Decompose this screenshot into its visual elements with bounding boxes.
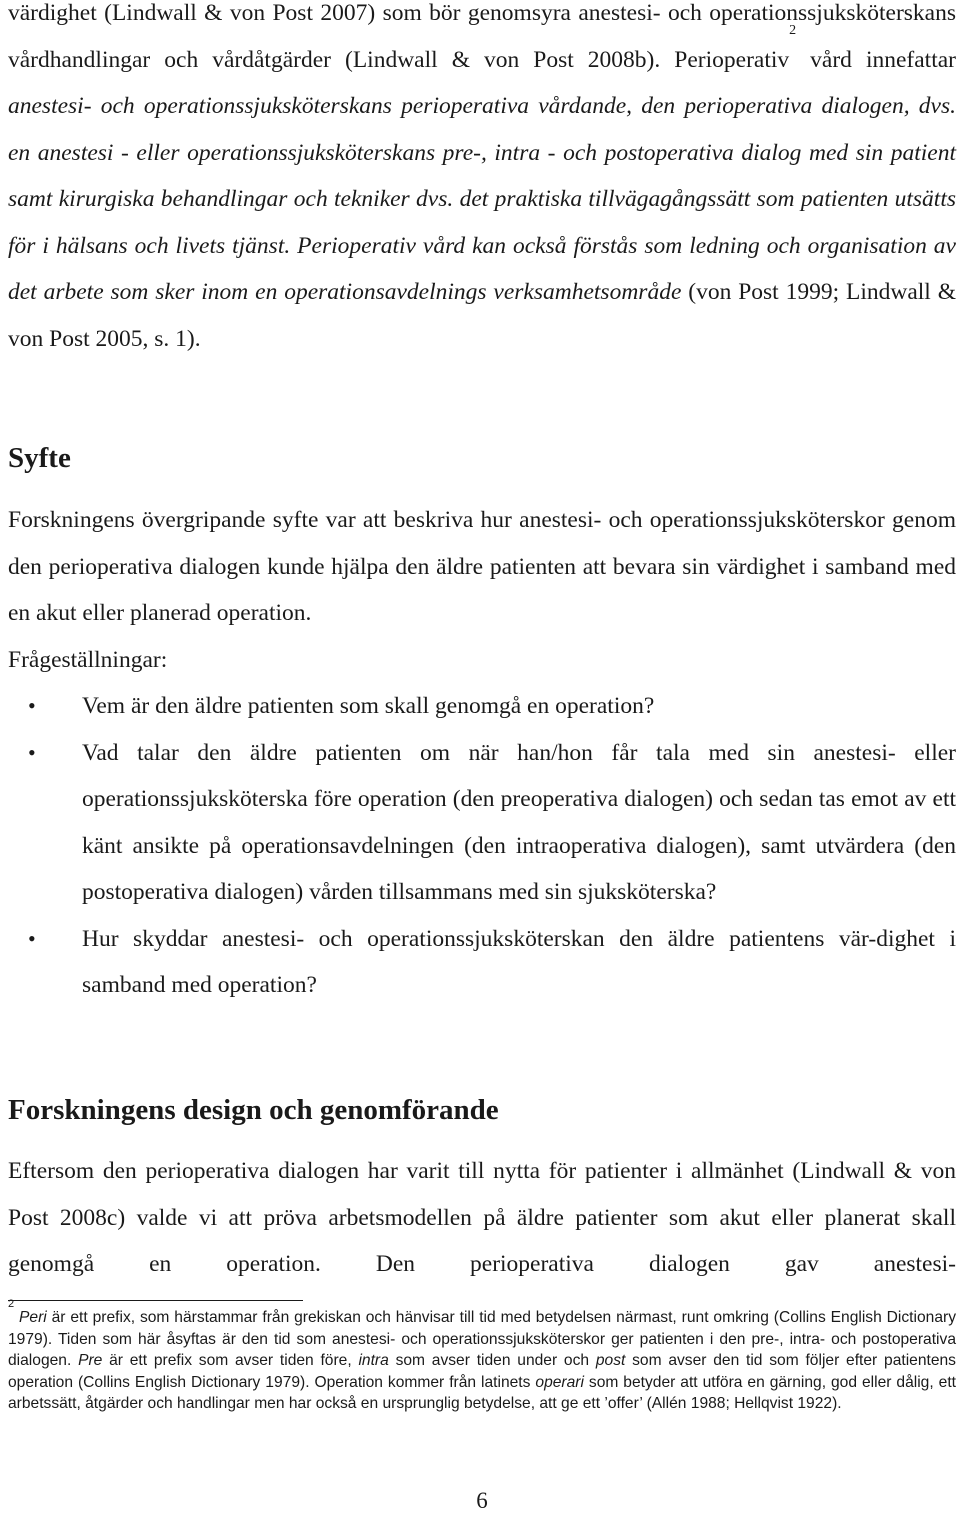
footnote-term-operari: operari	[535, 1373, 584, 1391]
questions-list	[8, 683, 956, 1009]
section-heading-design: Forskningens design och genomförande	[8, 1094, 499, 1126]
intro-paragraph	[8, 0, 956, 362]
footnote	[8, 1298, 956, 1415]
footnote-mark: 2	[8, 1298, 15, 1310]
list-item-text: Hur skyddar anestesi- och operationssjuksköterskan den äldre patientens vär-dighet i samband med operation?	[82, 925, 956, 998]
list-item	[8, 916, 956, 1009]
footnote-term-peri: Peri	[19, 1309, 47, 1326]
footnote-term-pre: Pre	[78, 1352, 103, 1369]
list-item	[8, 683, 956, 730]
intro-text-3: vård innefattar	[796, 46, 956, 73]
section-heading-syfte: Syfte	[8, 442, 71, 474]
footnote-term-intra: intra	[358, 1352, 389, 1369]
intro-text-1: värdighet (Lindwall & von Post 2007) som bör genomsyra anestesi- och operationssjuksköterskans vårdhandlingar och vårdåtgärder (Lindwall & von Post 2008b).	[8, 0, 956, 73]
list-item	[8, 730, 956, 916]
syfte-paragraph: Forskningens övergripande syfte var att beskriva hur anestesi- och operationssjuksköterskor genom den perioperativa dialogen kunde hjälpa den äldre patienten att bevara sin värdighet i samband med en akut eller planerad operation.	[8, 507, 956, 626]
footnote-text: som avser den tid som följer efter patientens operation (Collins English Dictionary 1979). Operation kommer från latinets	[8, 1352, 956, 1391]
footnote-text: som betyder att utföra en gärning, god eller dålig, ett arbetssätt, åtgärder och handlingar men har också en ursprunglig betydelse, att ge ett ’offer’ (Allén 1988; Hellqvist 1922).	[8, 1373, 956, 1412]
list-item-text: Vem är den äldre patienten som skall genomgå en operation?	[82, 693, 655, 719]
bullet-icon: •	[28, 693, 36, 718]
bullet-icon: •	[28, 739, 36, 765]
footnote-term-post: post	[595, 1352, 626, 1369]
list-item-text: Vad talar den äldre patienten om när han/hon får tala med sin anestesi- eller operationssjuksköterska före operation (den preoperativa dialogen) och sedan tas emot av ett känt ansikte på operationsavdelningen (den intraoperativa dialogen), samt utvärdera (den postoperativa dialogen) vården tillsammans med sin sjuksköterska?	[82, 739, 956, 905]
intro-italic-text: anestesi- och operationssjuksköterskans perioperativa vårdande, den perioperativa dialogen, dvs. en anestesi - eller operationssjuksköterskans pre-, intra - och postoperativa dialog med sin patient samt kirurgiska behandlingar och tekniker dvs. det praktiska tillvägagångssätt som patienten utsätts för i hälsans och livets tjänst. Perioperativ vård kan också förstås som ledning och organisation av det arbete som sker inom en operationsavdelnings verksamhetsområde	[8, 93, 956, 305]
footnote-text: som avser tiden under och	[388, 1352, 596, 1369]
design-paragraph: Eftersom den perioperativa dialogen har varit till nytta för patienter i allmänhet (Lindwall & von Post 2008c) valde vi att pröva arbetsmodellen på äldre patienter som akut eller planerat skall genomgå en operation. Den perioperativa dialogen gav anestesi-	[8, 1158, 956, 1277]
footnote-ref: 2	[789, 22, 797, 38]
footnote-divider	[8, 1300, 303, 1301]
bullet-icon: •	[28, 925, 36, 951]
intro-text-5: (von Post 1999; Lindwall & von Post 2005, s. 1).	[8, 279, 956, 352]
page-number: 6	[476, 1488, 488, 1513]
footnote-text: är ett prefix, som härstammar från grekiskan och hänvisar till tid med betydelsen närmast, runt omkring (Collins English Dictionary 1979). Tiden som här åsyftas är den tid som anestesi- och operationssjuksköterskor ger patienten i den pre-, intra- och postoperativa dialogen.	[8, 1309, 956, 1369]
questions-label: Frågeställningar:	[8, 647, 168, 673]
footnote-text: är ett prefix som avser tiden före,	[102, 1352, 359, 1369]
intro-text-2: Perioperativ	[674, 46, 790, 73]
